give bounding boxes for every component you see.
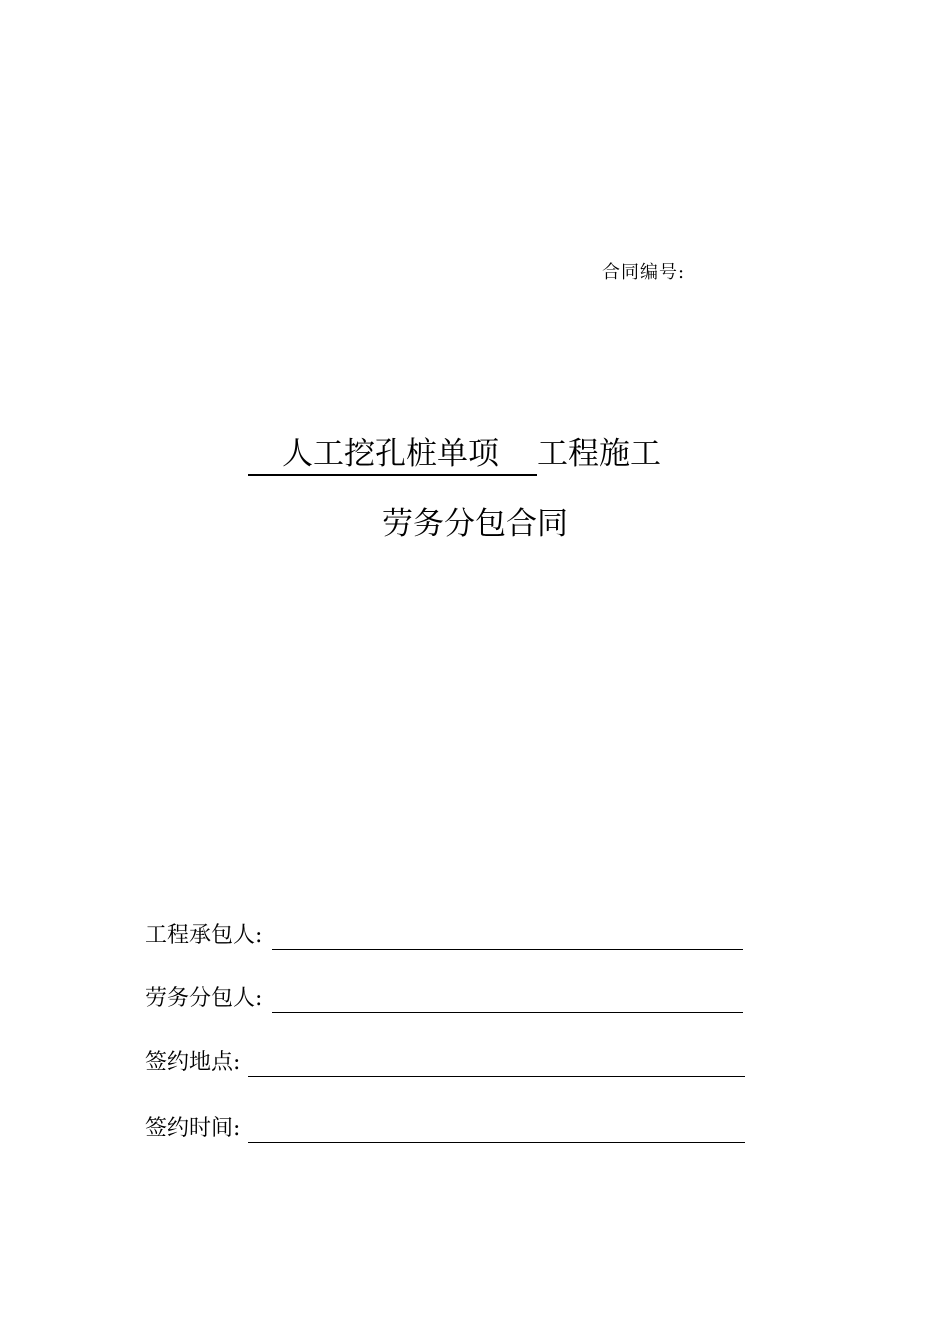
field-label-signing-place: 签约地点: [145,1050,241,1075]
field-label-contractor: 工程承包人: [145,923,263,948]
field-label-signing-time: 签约时间: [145,1116,241,1141]
field-subcontractor [145,982,743,1016]
field-label-subcontractor: 劳务分包人: [145,986,263,1011]
title-line-1 [248,432,661,476]
project-name-blank: 人工挖孔桩单项 [248,434,537,476]
title-suffix: 工程施工 [537,436,661,472]
blank-line-subcontractor [272,1011,743,1013]
field-signing-place [145,1046,745,1080]
contract-number-label: 合同编号: [602,262,686,283]
field-signing-time [145,1112,745,1146]
field-contractor [145,919,743,953]
blank-line-contractor [272,948,743,950]
blank-line-signing-place [248,1075,745,1077]
title-line-2: 劳务分包合同 [382,506,568,542]
blank-line-signing-time [248,1141,745,1143]
